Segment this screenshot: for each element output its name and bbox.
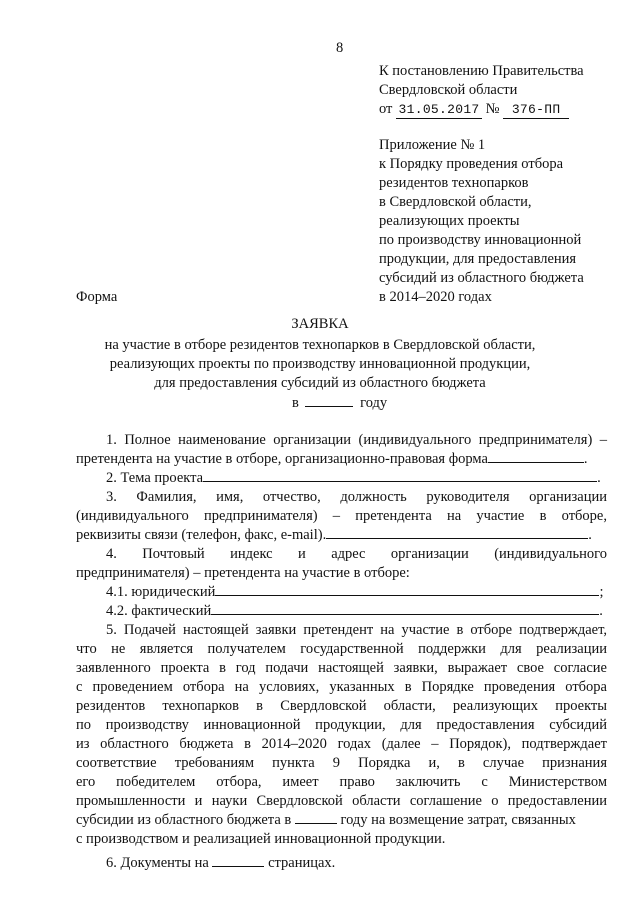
appendix-line: в Свердловской области,: [379, 194, 532, 210]
item-6: [106, 855, 335, 872]
item-5-line-last: [76, 831, 445, 848]
item-3-line-3: реквизиты связи (телефон, факс, e-mail). .: [76, 527, 592, 543]
item-4-2-text: 4.2. фактический: [106, 603, 212, 619]
item-5-text: из областного бюджета в 2014–2020 годах (далее – Порядок), подтверждает: [76, 736, 607, 752]
form-label: Форма: [76, 289, 118, 305]
item-5-text: промышленности и науки Свердловской области соглашение о предоставлении: [76, 793, 607, 809]
item-4-text-2: предпринимателя) – претендента на участие в отборе:: [76, 565, 410, 581]
item-4-line-2: [76, 565, 410, 582]
appendix-line: субсидий из областного бюджета: [379, 270, 584, 286]
legal-form-blank: [488, 451, 584, 463]
appendix-line: продукции, для предоставления: [379, 251, 577, 267]
item-2: 2. Тема проекта .: [106, 470, 601, 486]
decree-line-2: Свердловской области: [379, 82, 518, 98]
item-1-line-1: [106, 432, 607, 449]
item-4-line-1: [106, 546, 607, 563]
decree-number: 376-ПП: [503, 101, 569, 119]
legal-address-blank: [215, 584, 599, 596]
item-4-1-text: 4.1. юридический: [106, 584, 216, 600]
title-heading: ЗАЯВКА: [291, 316, 349, 332]
year-suffix: году: [360, 395, 388, 411]
page-number: 8: [336, 40, 344, 56]
decree-line-1: К постановлению Правительства: [379, 63, 584, 79]
item-5-line: [76, 793, 607, 810]
subsidy-year-blank: [295, 812, 337, 824]
item-3-line-2: [76, 508, 607, 525]
item-5-text: с проведением отбора на условиях, указанных в Порядке проведения отбора: [76, 679, 607, 695]
item-5-line: [76, 679, 607, 696]
item-5-year-suffix: году на возмещение затрат, связанных: [340, 812, 576, 828]
item-5-text: соответствие требованиям пункта 9 Порядка и, в случае признания: [76, 755, 607, 771]
item-5-line: [76, 660, 607, 677]
item-3-text-3: реквизиты связи (телефон, факс, e-mail).: [76, 527, 327, 543]
item-5-line: [76, 736, 607, 753]
item-4-text-1: 4. Почтовый индекс и адрес организации (индивидуального: [106, 546, 607, 562]
appendix-line: по производству инновационной: [379, 232, 582, 248]
decree-number-label: №: [485, 101, 500, 117]
item-5-text: 5. Подачей настоящей заявки претендент на участие в отборе подтверждает,: [106, 622, 607, 638]
decree-from-label: от: [379, 101, 393, 117]
item-1-text-1: 1. Полное наименование организации (индивидуального предпринимателя) –: [106, 432, 607, 448]
item-6-prefix: 6. Документы на: [106, 855, 209, 871]
item-5-line: [76, 641, 607, 658]
title-line-1: на участие в отборе резидентов технопарков в Свердловской области,: [104, 337, 536, 353]
year-blank: [305, 395, 353, 407]
item-4-1: 4.1. юридический ;: [106, 584, 604, 600]
item-5-text: заявленного проекта в год подачи настоящей заявки, выражает свое согласие: [76, 660, 607, 676]
decree-date-line: [379, 101, 569, 119]
item-5-line: [106, 622, 607, 639]
appendix-line: реализующих проекты: [379, 213, 520, 229]
title-line-3: для предоставления субсидий из областного бюджета: [154, 375, 486, 391]
appendix-line: в 2014–2020 годах: [379, 289, 492, 305]
actual-address-blank: [211, 603, 599, 615]
item-5-year-prefix: субсидии из областного бюджета в: [76, 812, 292, 828]
item-3-line-1: [106, 489, 607, 506]
title-year-line: [292, 395, 387, 412]
item-5-line: [76, 755, 607, 772]
item-3-text-1: 3. Фамилия, имя, отчество, должность руководителя организации: [106, 489, 607, 505]
item-1-text-2: претендента на участие в отборе, организационно-правовая форма: [76, 451, 488, 467]
pages-count-blank: [212, 855, 264, 867]
decree-date: 31.05.2017: [396, 101, 482, 119]
item-1-line-2: претендента на участие в отборе, организационно-правовая форма .: [76, 451, 588, 467]
item-5-text-last: с производством и реализацией инновационной продукции.: [76, 831, 446, 847]
item-4-2: 4.2. фактический .: [106, 603, 603, 619]
title-line-2: реализующих проекты по производству инновационной продукции,: [109, 356, 531, 372]
item-5-line: [76, 717, 607, 734]
contacts-blank: [326, 527, 588, 539]
year-prefix: в: [292, 395, 299, 411]
project-topic-blank: [203, 470, 597, 482]
item-5-text: его победителем отбора, имеет право заключить с Министерством: [76, 774, 607, 790]
item-6-suffix: страницах.: [268, 855, 336, 871]
appendix-line: резидентов технопарков: [379, 175, 529, 191]
item-3-text-2: (индивидуального предпринимателя) – претендента на участие в отборе,: [76, 508, 607, 524]
item-5-text: резидентов технопарков в Свердловской области, реализующих проекты: [76, 698, 607, 714]
item-5-line-year: [76, 812, 576, 829]
item-5-text: что не является получателем государственной поддержки для реализации: [76, 641, 607, 657]
appendix-line: к Порядку проведения отбора: [379, 156, 564, 172]
item-5-text: по производству инновационной продукции, для предоставления субсидий: [76, 717, 607, 733]
appendix-line: Приложение № 1: [379, 137, 486, 153]
item-5-line: [76, 774, 607, 791]
item-2-text: 2. Тема проекта: [106, 470, 204, 486]
item-5-line: [76, 698, 607, 715]
